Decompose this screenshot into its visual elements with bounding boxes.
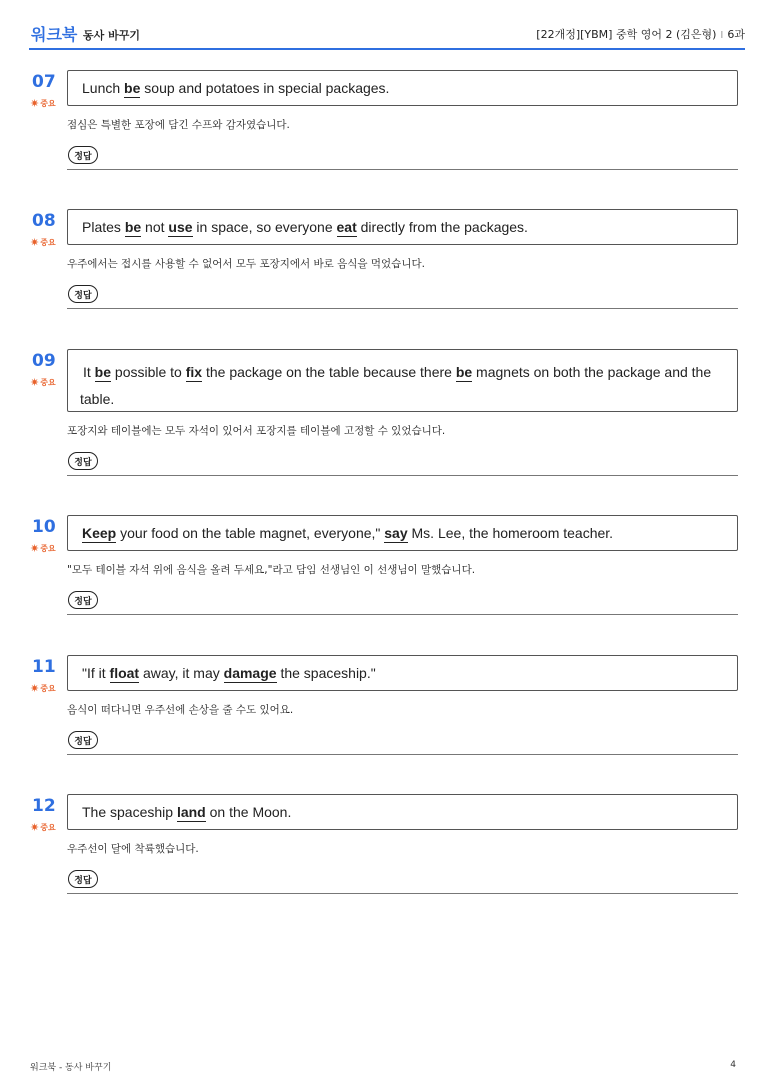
badge-label: 중요 [40,823,56,832]
star-icon: ✷ [30,682,40,695]
question-number: 09 [32,351,56,371]
sentence-text [82,665,376,681]
korean-translation: 점심은 특별한 포장에 담긴 수프와 감자였습니다. [67,119,290,131]
sentence-part: magnets on both the package and the [472,364,712,380]
star-icon: ✷ [30,376,40,389]
korean-translation: 음식이 떠다니면 우주선에 손상을 줄 수도 있어요. [67,704,294,716]
sentence-box [67,515,738,551]
sentence-text [80,359,711,413]
badge-label: 중요 [40,238,56,247]
important-badge [30,377,56,388]
sentence-part: Ms. Lee, the homeroom teacher. [407,525,614,541]
verb-target: eat [336,219,357,235]
question-number: 08 [32,211,56,231]
star-icon: ✷ [30,821,40,834]
footer-title: 워크북 - 동사 바꾸기 [30,1063,112,1073]
question-number: 10 [32,517,56,537]
divider [67,308,738,309]
sentence-part: soup and potatoes in special packages. [140,80,390,96]
korean-translation: 우주에서는 접시를 사용할 수 없어서 모두 포장지에서 바로 음식을 먹었습니다. [67,258,425,270]
sentence-part: The spaceship [82,804,177,820]
sentence-part: possible to [111,364,186,380]
answer-button[interactable]: 정답 [68,285,98,303]
verb-target: be [124,219,142,235]
verb-target: say [384,525,408,541]
sentence-box [67,70,738,106]
important-badge [30,237,56,248]
question-number: 12 [32,796,56,816]
verb-target: land [176,804,206,820]
sentence-text [82,804,291,820]
verb-target: be [94,364,112,380]
sentence-part: the package on the table because there [202,364,456,380]
badge-label: 중요 [40,378,56,387]
sentence-text [82,219,528,235]
badge-label: 중요 [40,99,56,108]
question-number: 11 [32,657,56,677]
sentence-part: Plates [82,219,125,235]
korean-translation: 우주선이 달에 착륙했습니다. [67,843,199,855]
verb-target: be [455,364,473,380]
divider [67,475,738,476]
course-name: [22개정][YBM] 중학 영어 2 (김은형) [536,28,717,41]
sentence-part: in space, so everyone [192,219,337,235]
sentence-part: your food on the table magnet, everyone," [116,525,385,541]
star-icon: ✷ [30,542,40,555]
verb-target: float [109,665,140,681]
badge-label: 중요 [40,544,56,553]
answer-button[interactable]: 정답 [68,870,98,888]
answer-button[interactable]: 정답 [68,452,98,470]
page-header [29,18,745,50]
sentence-line: table. [80,391,115,407]
sentence-box [67,209,738,245]
sentence-box [67,794,738,830]
divider [67,169,738,170]
brand-title: 워크북 [31,25,78,44]
sentence-part: the spaceship." [276,665,376,681]
sentence-part: "If it [82,665,110,681]
divider [67,614,738,615]
sentence-text [82,525,613,541]
sentence-part: on the Moon. [205,804,292,820]
verb-target: use [168,219,193,235]
sentence-box [67,655,738,691]
course-info [536,26,745,42]
sentence-part: It [83,364,95,380]
star-icon: ✷ [30,97,40,110]
star-icon: ✷ [30,236,40,249]
verb-target: damage [223,665,277,681]
sentence-box [67,349,738,412]
sentence-part: directly from the packages. [356,219,528,235]
sentence-part: not [141,219,169,235]
verb-target: fix [185,364,203,380]
answer-button[interactable]: 정답 [68,146,98,164]
answer-button[interactable]: 정답 [68,591,98,609]
sentence-part: Lunch [82,80,125,96]
page-number: 4 [730,1060,736,1070]
section-subtitle: 동사 바꾸기 [83,29,140,42]
verb-target: be [124,80,141,96]
sentence-text [82,80,389,96]
sentence-part: away, it may [139,665,224,681]
korean-translation: 포장지와 테이블에는 모두 자석이 있어서 포장지를 테이블에 고정할 수 있었습니다. [67,425,446,437]
lesson-label: 6과 [727,28,745,41]
divider [67,754,738,755]
important-badge [30,543,56,554]
header-separator: I [720,30,724,41]
korean-translation: "모두 테이블 자석 위에 음식을 올려 두세요,"라고 담임 선생님인 이 선생님이 말했습니다. [67,564,476,576]
important-badge [30,822,56,833]
question-number: 07 [32,72,56,92]
badge-label: 중요 [40,684,56,693]
important-badge [30,98,56,109]
divider [67,893,738,894]
sentence-line [80,359,711,386]
answer-button[interactable]: 정답 [68,731,98,749]
verb-target: Keep [82,525,117,541]
important-badge [30,683,56,694]
